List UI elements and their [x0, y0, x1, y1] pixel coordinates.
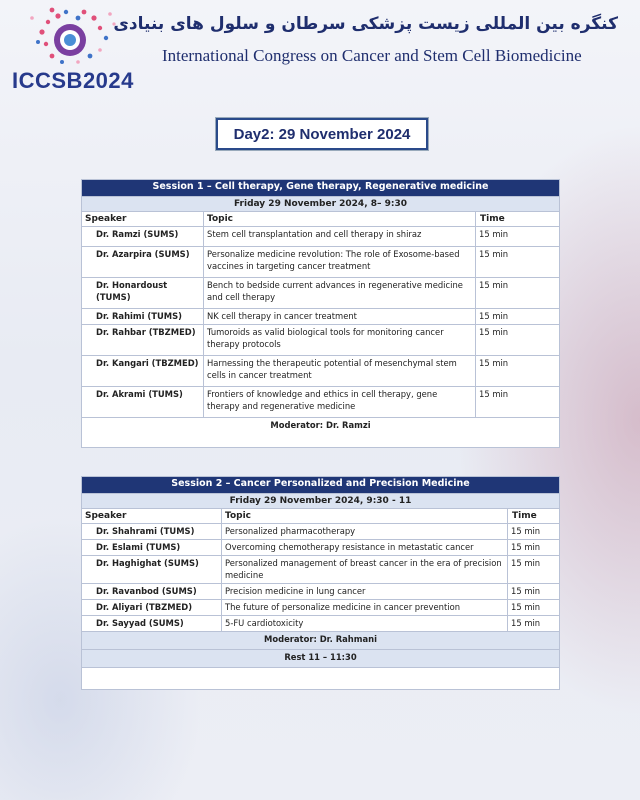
time-cell: 15 min: [476, 325, 560, 356]
speaker-header: Speaker: [82, 212, 204, 227]
table-row: [82, 540, 560, 556]
table-row: [82, 584, 560, 600]
table-row: [82, 325, 560, 356]
time-cell: 15 min: [476, 247, 560, 278]
speaker-cell: Dr. Shahrami (TUMS): [82, 524, 222, 540]
session2-title: Session 2 – Cancer Personalized and Precision Medicine: [82, 477, 560, 494]
session1-moderator: Moderator: Dr. Ramzi: [82, 418, 560, 448]
speaker-cell: Dr. Azarpira (SUMS): [82, 247, 204, 278]
topic-cell: Personalized pharmacotherapy: [222, 524, 508, 540]
congress-title-en: International Congress on Cancer and Stem Cell Biomedicine: [162, 46, 582, 65]
speaker-cell: Dr. Ravanbod (SUMS): [82, 584, 222, 600]
topic-header: Topic: [222, 509, 508, 524]
logo-text: ICCSB2024: [12, 68, 134, 93]
speaker-cell: Dr. Kangari (TBZMED): [82, 356, 204, 387]
session1-date: Friday 29 November 2024, 8– 9:30: [82, 197, 560, 212]
time-cell: 15 min: [508, 556, 560, 584]
speaker-cell: Dr. Sayyad (SUMS): [82, 616, 222, 632]
table-row: [82, 524, 560, 540]
topic-cell: Overcoming chemotherapy resistance in metastatic cancer: [222, 540, 508, 556]
table-row: [82, 247, 560, 278]
table-row: [82, 600, 560, 616]
topic-cell: Harnessing the therapeutic potential of mesenchymal stem cells in cancer treatment: [204, 356, 476, 387]
time-cell: 15 min: [476, 387, 560, 418]
topic-cell: NK cell therapy in cancer treatment: [204, 309, 476, 325]
speaker-cell: Dr. Aliyari (TBZMED): [82, 600, 222, 616]
topic-cell: Stem cell transplantation and cell therapy in shiraz: [204, 227, 476, 247]
speaker-cell: Dr. Rahbar (TBZMED): [82, 325, 204, 356]
time-cell: 15 min: [476, 309, 560, 325]
table-row: [82, 616, 560, 632]
topic-cell: The future of personalize medicine in cancer prevention: [222, 600, 508, 616]
table-row: [82, 309, 560, 325]
speaker-cell: Dr. Honardoust (TUMS): [82, 278, 204, 309]
topic-cell: Personalized management of breast cancer in the era of precision medicine: [222, 556, 508, 584]
session1-table: [81, 179, 560, 448]
time-cell: 15 min: [476, 227, 560, 247]
speaker-cell: Dr. Haghighat (SUMS): [82, 556, 222, 584]
time-header: Time: [476, 212, 560, 227]
time-cell: 15 min: [476, 356, 560, 387]
table-row: [82, 356, 560, 387]
speaker-cell: Dr. Eslami (TUMS): [82, 540, 222, 556]
time-cell: 15 min: [476, 278, 560, 309]
time-cell: 15 min: [508, 616, 560, 632]
speaker-cell: Dr. Ramzi (SUMS): [82, 227, 204, 247]
speaker-cell: Dr. Rahimi (TUMS): [82, 309, 204, 325]
congress-title-fa: کنگره بین المللی زیست پزشکی سرطان و سلول های بنیادی: [113, 14, 618, 34]
dna-logo-icon: [22, 4, 122, 68]
table-row: [82, 227, 560, 247]
topic-cell: Frontiers of knowledge and ethics in cell therapy, gene therapy and regenerative medicine: [204, 387, 476, 418]
time-cell: 15 min: [508, 524, 560, 540]
header: [0, 0, 640, 100]
table-row: [82, 387, 560, 418]
topic-cell: Precision medicine in lung cancer: [222, 584, 508, 600]
rest-break: Rest 11 – 11:30: [82, 650, 560, 668]
time-cell: 15 min: [508, 540, 560, 556]
topic-cell: Personalize medicine revolution: The role of Exosome-based vaccines in targeting cancer treatment: [204, 247, 476, 278]
speaker-header: Speaker: [82, 509, 222, 524]
speaker-cell: Dr. Akrami (TUMS): [82, 387, 204, 418]
spacer-row: [82, 668, 560, 690]
table-row: [82, 278, 560, 309]
day-title: Day2: 29 November 2024: [216, 118, 428, 150]
session1-title: Session 1 – Cell therapy, Gene therapy, Regenerative medicine: [82, 180, 560, 197]
session2-moderator: Moderator: Dr. Rahmani: [82, 632, 560, 650]
time-header: Time: [508, 509, 560, 524]
table-row: [82, 556, 560, 584]
topic-cell: 5-FU cardiotoxicity: [222, 616, 508, 632]
time-cell: 15 min: [508, 600, 560, 616]
session2-table: [81, 476, 560, 690]
time-cell: 15 min: [508, 584, 560, 600]
session2-date: Friday 29 November 2024, 9:30 - 11: [82, 494, 560, 509]
topic-header: Topic: [204, 212, 476, 227]
topic-cell: Bench to bedside current advances in regenerative medicine and cell therapy: [204, 278, 476, 309]
topic-cell: Tumoroids as valid biological tools for monitoring cancer therapy protocols: [204, 325, 476, 356]
